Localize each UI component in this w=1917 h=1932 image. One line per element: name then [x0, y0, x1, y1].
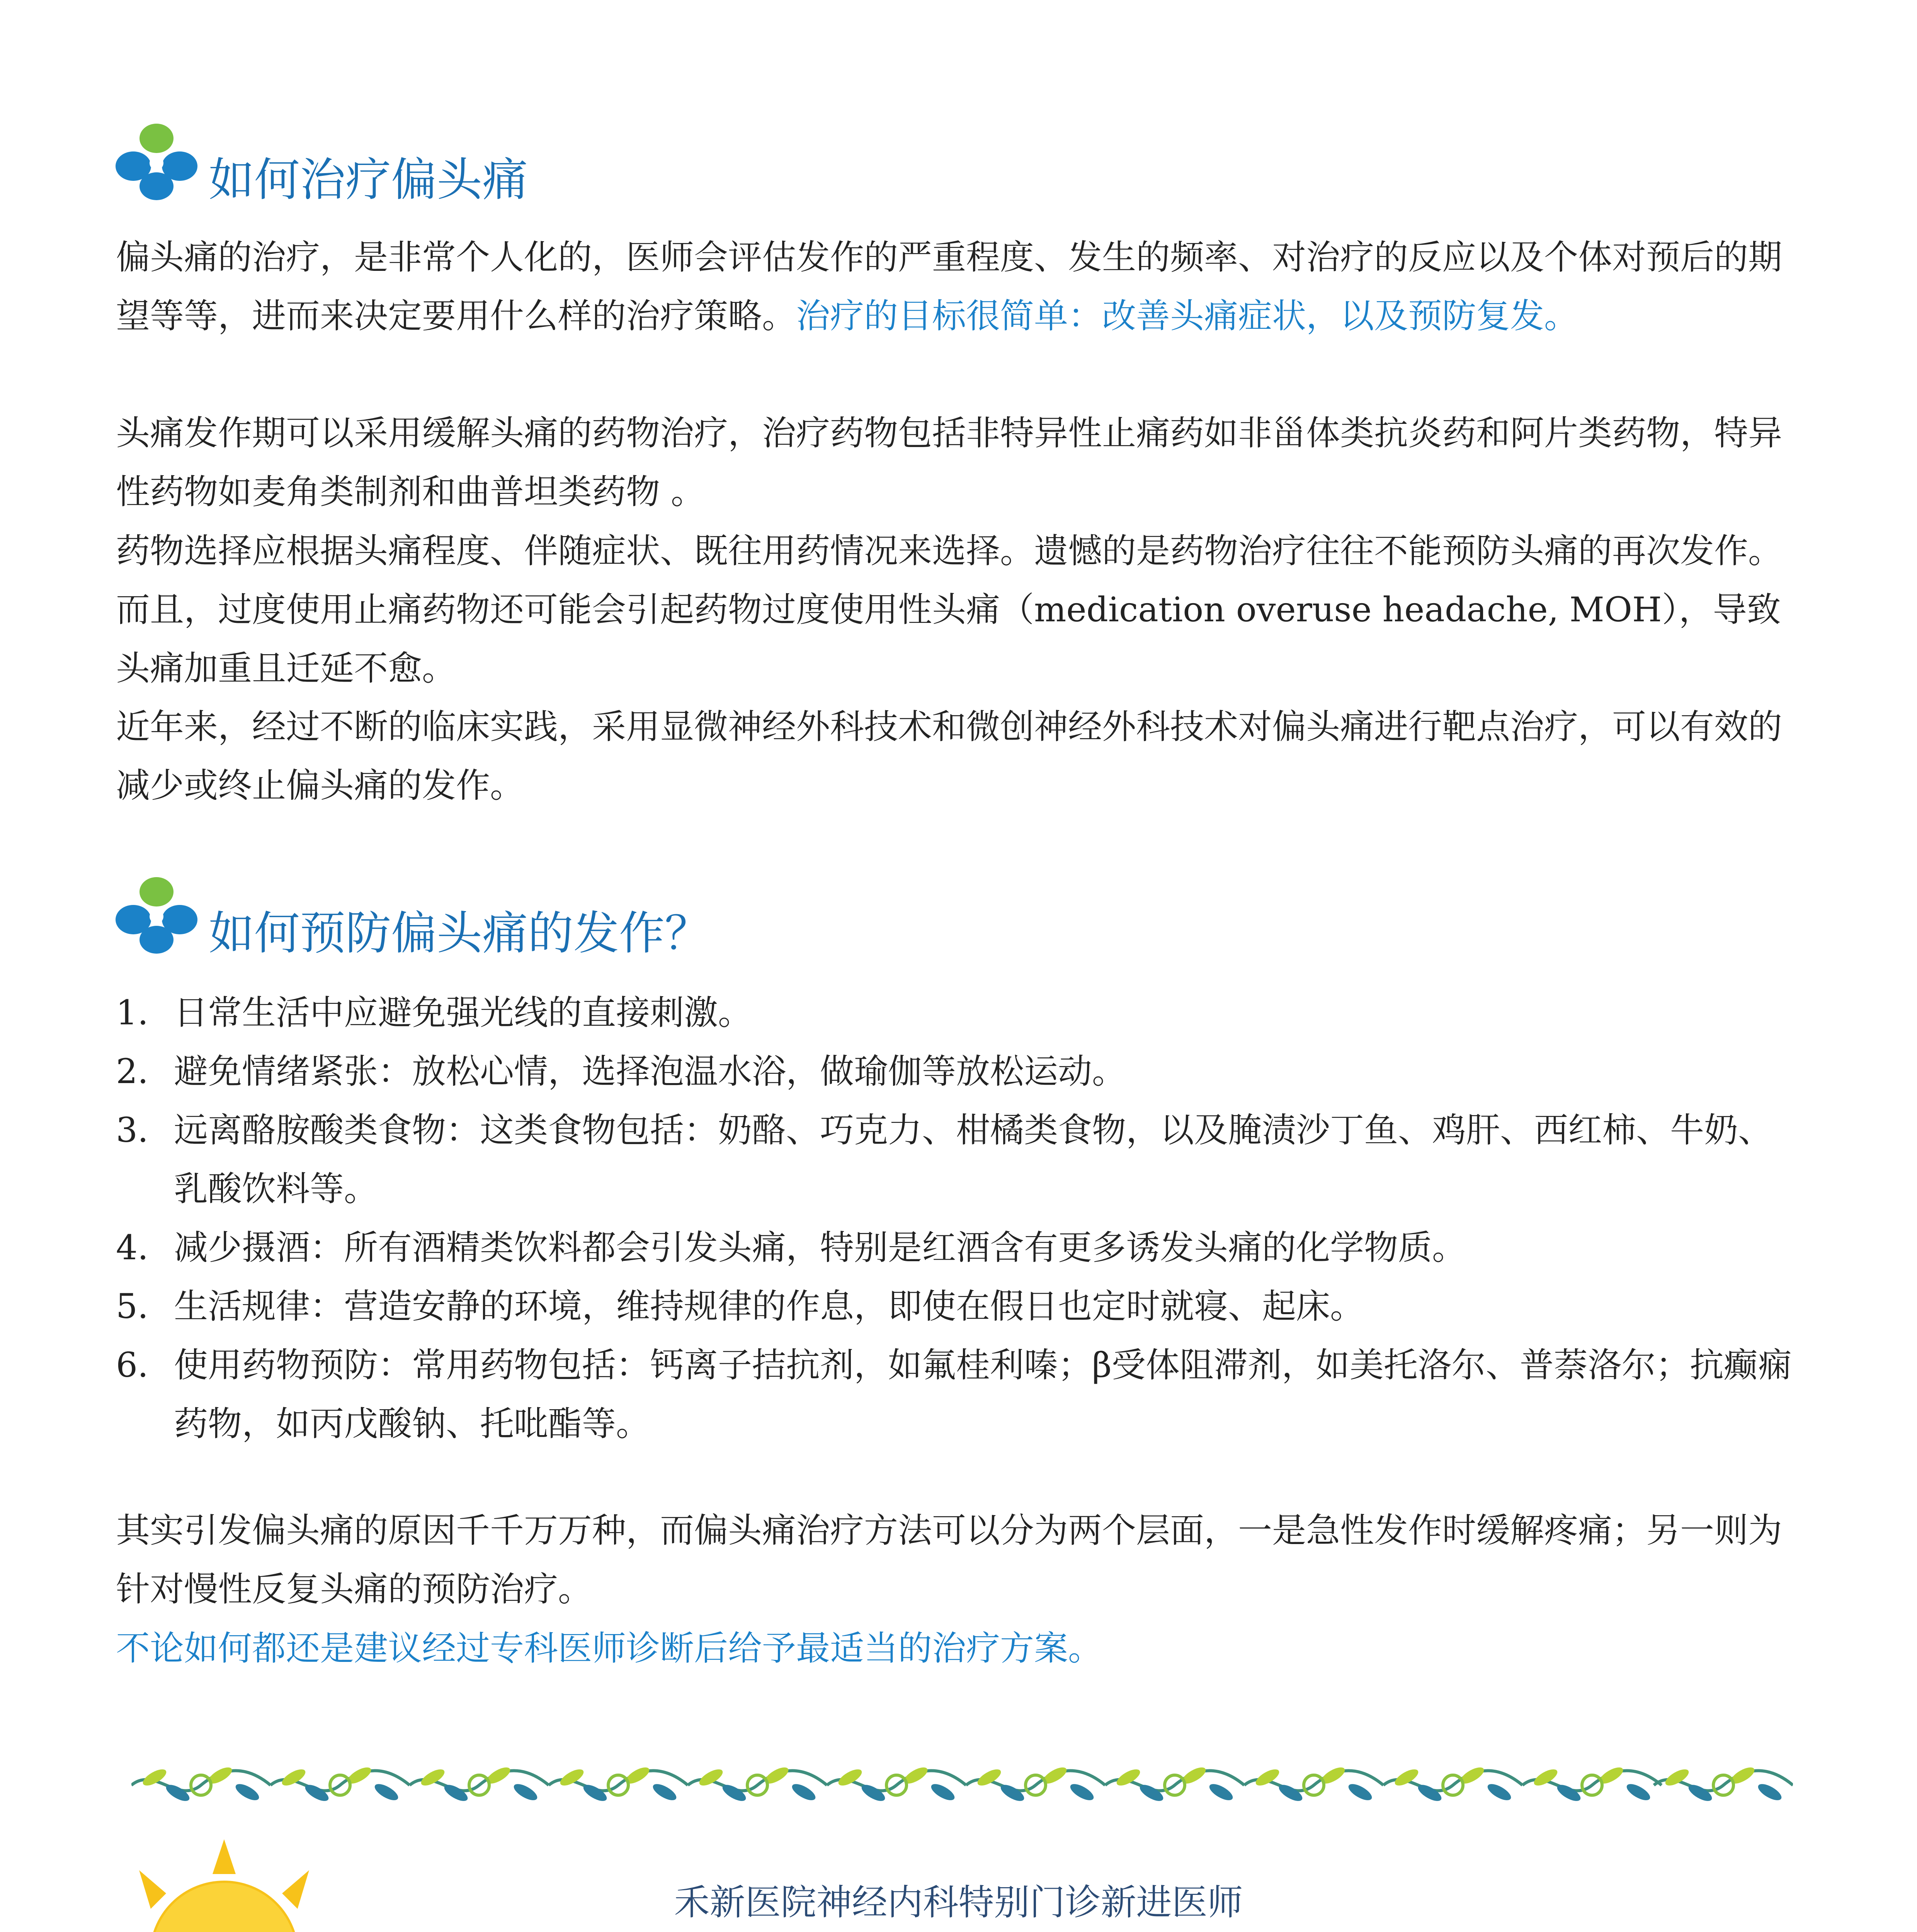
vine-divider-icon — [131, 1750, 1793, 1816]
clover-flower-icon — [112, 120, 201, 201]
paragraph-surgery: 近年来，经过不断的临床实践，采用显微神经外科技术和微创神经外科技术对偏头痛进行靶点治疗，可以有效的减少或终止偏头痛的发作。 — [116, 707, 1783, 805]
list-number: 5. — [116, 1286, 148, 1326]
list-text: 避免情绪紧张：放松心情，选择泡温水浴，做瑜伽等放松运动。 — [174, 1051, 1126, 1091]
paragraph-acute-drugs: 头痛发作期可以采用缓解头痛的药物治疗，治疗药物包括非特异性止痛药如非甾体类抗炎药和阿片类药物，特异性药物如麦角类制剂和曲普坦类药物 。 — [116, 413, 1783, 512]
list-number: 6. — [116, 1345, 148, 1385]
list-text: 使用药物预防：常用药物包括：钙离子拮抗剂，如氟桂利嗪；β受体阻滞剂，如美托洛尔、普萘洛尔；抗癫痫药物，如丙戊酸钠、托吡酯等。 — [174, 1345, 1792, 1444]
list-number: 3. — [116, 1110, 148, 1150]
list-number: 1. — [116, 993, 148, 1032]
list-item — [116, 1042, 1801, 1101]
list-item — [116, 1218, 1801, 1277]
list-number: 2. — [116, 1051, 148, 1091]
prevention-list — [116, 983, 1801, 1453]
list-text: 减少摄酒：所有酒精类饮料都会引发头痛，特别是红酒含有更多诱发头痛的化学物质。 — [174, 1228, 1466, 1267]
highlight-text: 治疗的目标很简单：改善头痛症状，以及预防复发。 — [796, 296, 1579, 336]
section-heading-prevention — [112, 873, 1774, 960]
list-text: 生活规律：营造安静的环境，维持规律的作息，即使在假日也定时就寝、起床。 — [174, 1286, 1364, 1326]
paragraph-text: 偏头痛的治疗，是非常个人化的，医师会评估发作的严重程度、发生的频率、对治疗的反应以及个体对预后的期望等等，进而来决定要用什么样的治疗策略。 — [116, 237, 1783, 336]
paragraph-advice: 不论如何都还是建议经过专科医师诊断后给予最适当的治疗方案。 — [116, 1628, 1102, 1668]
list-item — [116, 1336, 1801, 1453]
list-item — [116, 1277, 1801, 1336]
list-item — [116, 1101, 1801, 1218]
list-text: 日常生活中应避免强光线的直接刺激。 — [174, 993, 752, 1032]
list-number: 4. — [116, 1228, 148, 1267]
section-heading-treatment — [112, 120, 1774, 206]
paragraph-drug-selection: 药物选择应根据头痛程度、伴随症状、既往用药情况来选择。遗憾的是药物治疗往往不能预防头痛的再次发作。而且，过度使用止痛药物还可能会引起药物过度使用性头痛（medication overuse headache, MOH），导致头痛加重且迁延不愈。 — [116, 531, 1783, 688]
list-item — [116, 983, 1801, 1042]
section-title: 如何预防偏头痛的发作？ — [209, 906, 711, 960]
paragraph-treatment-intro — [116, 228, 1801, 345]
clover-flower-icon — [112, 873, 201, 954]
paragraph-summary: 其实引发偏头痛的原因千千万万种，而偏头痛治疗方法可以分为两个层面，一是急性发作时缓解疼痛；另一则为针对慢性反复头痛的预防治疗。 — [116, 1510, 1783, 1609]
list-text: 远离酪胺酸类食物：这类食物包括：奶酪、巧克力、柑橘类食物，以及腌渍沙丁鱼、鸡肝、西红柿、牛奶、乳酸饮料等。 — [174, 1110, 1772, 1209]
department-text: 禾新医院神经内科特别门诊新进医师 — [674, 1882, 1243, 1923]
section-title: 如何治疗偏头痛 — [209, 153, 528, 206]
